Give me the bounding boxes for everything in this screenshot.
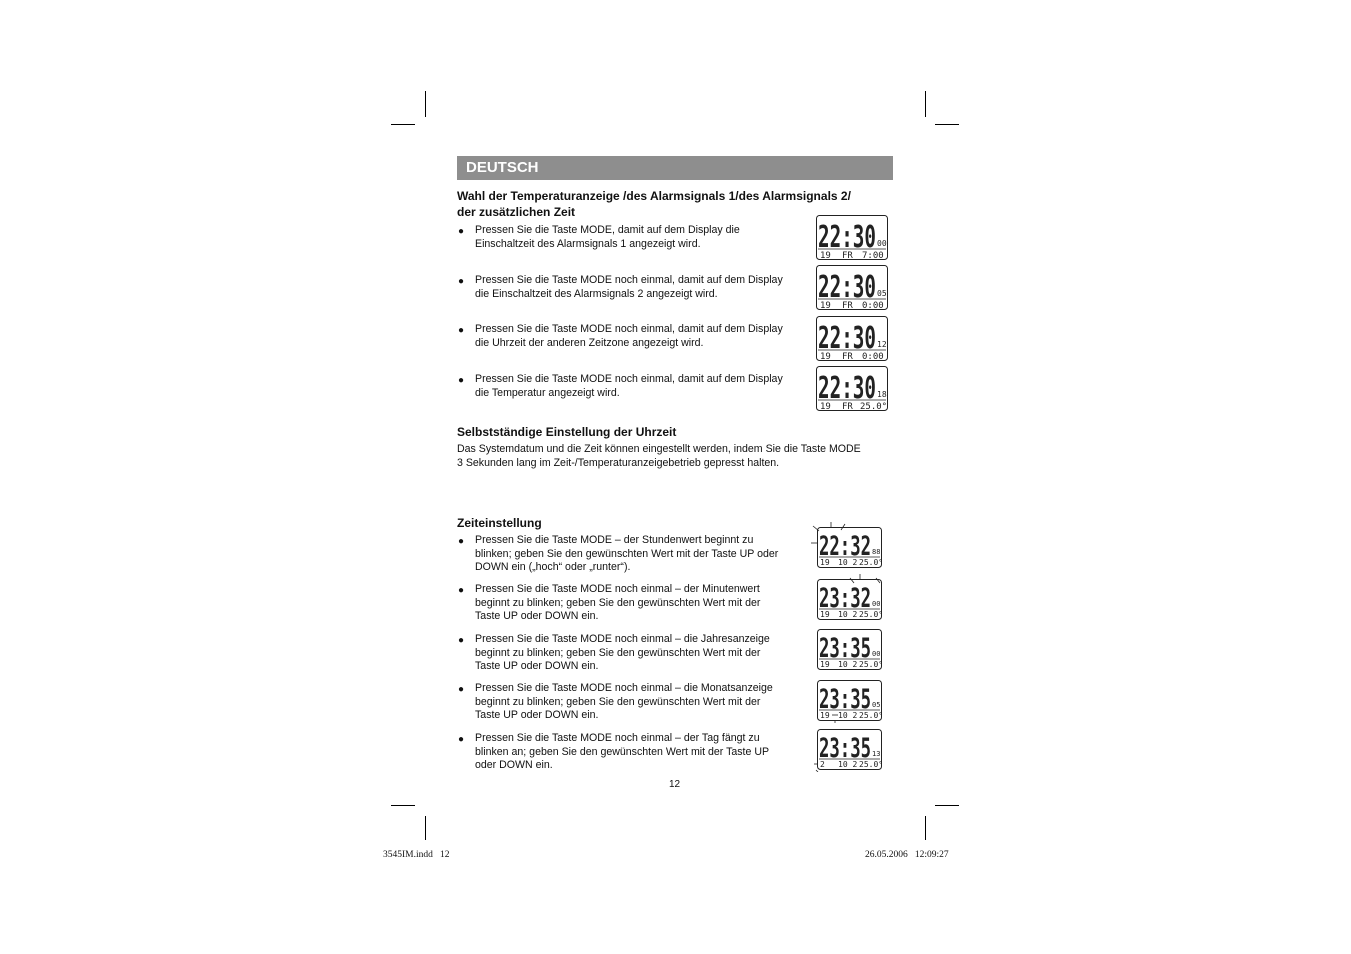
text-line: DOWN ein („hoch“ oder „runter“).	[475, 561, 631, 574]
lcd-display-day-blink	[810, 724, 886, 772]
lcd-seconds: 18	[877, 390, 887, 399]
item-text	[475, 583, 760, 624]
text-line: Taste UP oder DOWN ein.	[475, 660, 599, 673]
lcd-display-year-blink	[810, 624, 886, 672]
crop-mark	[935, 124, 959, 125]
text-line: blinken; geben Sie den gewünschten Wert mit der Taste UP oder	[475, 547, 779, 560]
lcd-display	[816, 366, 888, 411]
item-text	[475, 224, 740, 251]
text-line: die Temperatur angezeigt wird.	[475, 386, 620, 399]
text-line: blinken an; geben Sie den gewünschten Wert mit der Taste UP	[475, 745, 770, 758]
text-line: Pressen Sie die Taste MODE – der Stundenwert beginnt zu	[475, 534, 754, 546]
text-line: beginnt zu blinken; geben Sie den gewünschten Wert mit der	[475, 646, 761, 659]
lcd-display	[816, 316, 888, 361]
lcd-left: 19	[820, 610, 830, 619]
lcd-seconds: 88	[872, 548, 881, 556]
banner-title: DEUTSCH	[466, 159, 539, 176]
text-line: Pressen Sie die Taste MODE noch einmal – der Tag fängt zu	[475, 732, 760, 744]
crop-mark	[925, 91, 926, 117]
lcd-mid: FR	[842, 301, 853, 310]
text-line: Taste UP oder DOWN ein.	[475, 610, 599, 623]
lcd-time: 22:30	[818, 321, 876, 356]
lcd-mid: FR	[842, 251, 853, 260]
bullet-icon: ●	[458, 585, 465, 596]
crop-mark	[425, 816, 426, 840]
text-line: Pressen Sie die Taste MODE noch einmal – der Minutenwert	[475, 583, 760, 595]
lcd-seconds: 12	[877, 340, 887, 349]
text-line: Einschaltzeit des Alarmsignals 1 angezeigt wird.	[475, 237, 701, 250]
text-line: die Einschaltzeit des Alarmsignals 2 angezeigt wird.	[475, 287, 718, 300]
lcd-seconds: 13	[872, 750, 881, 758]
lcd-left: 19	[820, 301, 831, 310]
crop-mark	[391, 805, 415, 806]
text-line: 3 Sekunden lang im Zeit-/Temperaturanzeigebetrieb gepresst halten.	[457, 456, 780, 469]
lcd-left: 2	[820, 760, 825, 769]
lcd-right: 25.0°	[859, 610, 884, 619]
slug-filename: 3545IM.indd 12	[383, 850, 450, 860]
lcd-seconds: 00	[872, 650, 881, 658]
crop-mark	[925, 816, 926, 840]
lcd-right: 7:00	[862, 251, 884, 260]
heading-line: Wahl der Temperaturanzeige /des Alarmsignals 1/des Alarmsignals 2/	[457, 189, 851, 203]
lcd-seconds: 05	[877, 289, 887, 298]
lcd-time: 22:30	[818, 220, 876, 255]
text-line: Pressen Sie die Taste MODE noch einmal – die Jahresanzeige	[475, 633, 770, 645]
text-line: beginnt zu blinken; geben Sie den gewünschten Wert mit der	[475, 596, 761, 609]
lcd-display	[816, 265, 888, 310]
text-line: oder DOWN ein.	[475, 759, 553, 772]
lcd-left: 19	[820, 660, 830, 669]
lcd-left: 19	[820, 558, 830, 567]
text-line: Pressen Sie die Taste MODE noch einmal, damit auf dem Display	[475, 373, 783, 385]
bullet-icon: ●	[458, 325, 465, 336]
item-text	[475, 323, 783, 350]
lcd-mid: 10 2	[838, 760, 858, 769]
crop-mark	[391, 124, 415, 125]
lcd-display-month-blink	[810, 675, 886, 723]
section-heading	[457, 188, 851, 220]
lcd-seconds: 00	[877, 239, 887, 248]
text-line: beginnt zu blinken; geben Sie den gewünschten Wert mit der	[475, 695, 761, 708]
item-text	[475, 534, 778, 575]
lcd-mid: FR	[842, 402, 853, 411]
lcd-time: 23:35	[819, 733, 871, 764]
slug-timestamp: 26.05.2006 12:09:27	[865, 850, 949, 860]
lcd-time: 23:35	[819, 684, 871, 715]
lcd-time: 22:30	[818, 371, 876, 406]
lcd-left: 19	[820, 402, 831, 411]
item-text	[475, 274, 783, 301]
lcd-mid: FR	[842, 352, 853, 361]
paragraph	[457, 443, 861, 470]
bullet-icon: ●	[458, 635, 465, 646]
text-line: Das Systemdatum und die Zeit können eingestellt werden, indem Sie die Taste MODE	[457, 443, 861, 455]
bullet-icon: ●	[458, 536, 465, 547]
text-line: Pressen Sie die Taste MODE, damit auf dem Display die	[475, 224, 740, 236]
lcd-mid: 10 2	[838, 610, 858, 619]
lcd-left: 19	[820, 711, 830, 720]
lcd-mid: 10 2	[838, 558, 858, 567]
text-line: Pressen Sie die Taste MODE noch einmal, damit auf dem Display	[475, 323, 783, 335]
lcd-display-minute-blink	[810, 574, 886, 622]
page-number: 12	[669, 779, 681, 790]
bullet-icon: ●	[458, 375, 465, 386]
lcd-display-hour-blink	[810, 522, 886, 570]
lcd-right: 25.0°	[860, 402, 888, 411]
bullet-icon: ●	[458, 684, 465, 695]
lcd-time: 22:30	[818, 270, 876, 305]
text-line: Pressen Sie die Taste MODE noch einmal – die Monatsanzeige	[475, 682, 773, 694]
bullet-icon: ●	[458, 226, 465, 237]
item-text	[475, 682, 773, 723]
section-heading: Selbstständige Einstellung der Uhrzeit	[457, 425, 677, 439]
lcd-right: 0:00	[862, 352, 884, 361]
text-line: Pressen Sie die Taste MODE noch einmal, damit auf dem Display	[475, 274, 783, 286]
lcd-right: 0:00	[862, 301, 884, 310]
lcd-right: 25.0°	[859, 711, 884, 720]
lcd-right: 25.0°	[859, 760, 884, 769]
lcd-seconds: 00	[872, 600, 881, 608]
crop-mark	[935, 805, 959, 806]
heading-line: der zusätzlichen Zeit	[457, 205, 576, 219]
lcd-seconds: 05	[872, 701, 881, 709]
bullet-icon: ●	[458, 276, 465, 287]
lcd-time: 23:32	[819, 583, 871, 614]
bullet-icon: ●	[458, 734, 465, 745]
text-line: die Uhrzeit der anderen Zeitzone angezeigt wird.	[475, 336, 704, 349]
lcd-time: 22:32	[819, 531, 871, 562]
item-text	[475, 373, 783, 400]
lcd-mid: 10 2	[838, 660, 858, 669]
lcd-mid: 10 2	[838, 711, 858, 720]
section-heading: Zeiteinstellung	[457, 516, 542, 530]
text-line: Taste UP oder DOWN ein.	[475, 709, 599, 722]
lcd-display	[816, 215, 888, 260]
language-banner	[457, 156, 893, 180]
lcd-left: 19	[820, 352, 831, 361]
item-text	[475, 732, 769, 773]
lcd-right: 25.0°	[859, 558, 884, 567]
lcd-right: 25.0°	[859, 660, 884, 669]
lcd-time: 23:35	[819, 633, 871, 664]
crop-mark	[425, 91, 426, 117]
item-text	[475, 633, 770, 674]
lcd-left: 19	[820, 251, 831, 260]
